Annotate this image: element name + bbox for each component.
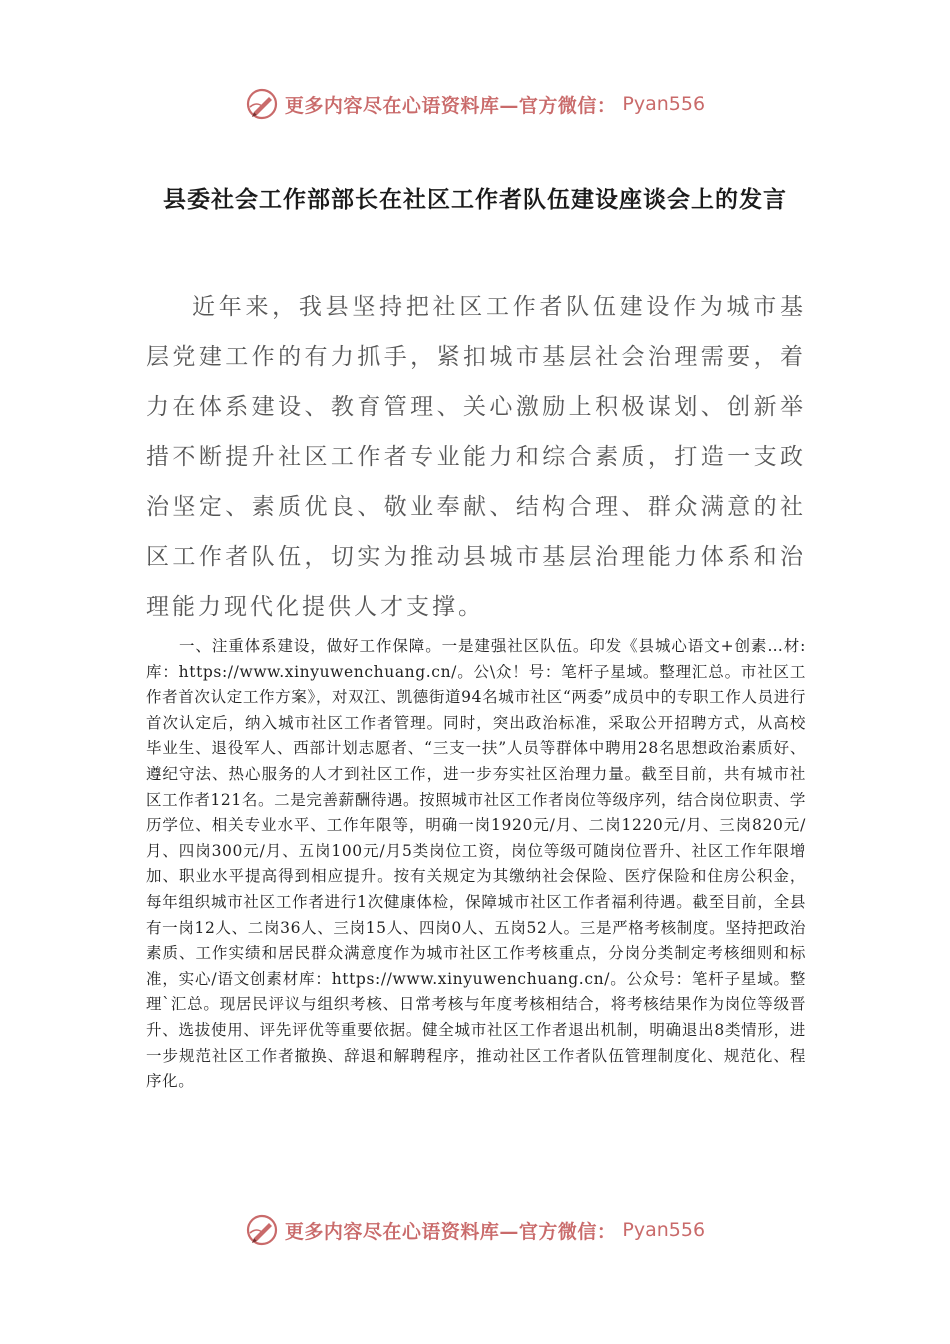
banner-text: 更多内容尽在心语资料库—官方微信：	[284, 1220, 617, 1243]
pen-logo-icon	[245, 1213, 279, 1247]
body-paragraph: 一、注重体系建设，做好工作保障。一是建强社区队伍。印发《县城心语文+创素…材:库：https://www.xinyuwenchuang.cn/。公\众！号：笔杆子星域。整理汇总。市社区工作者首次认定工作方案》，对双江、凯德街道94名城市社区“两委”成员中的专职工作人员进行首次认定后，纳入城市社区工作者管理。同时，突出政治标准，采取公开招聘方式，从高校毕业生、退役军人、西部计划志愿者、“三支一扶”人员等群体中聘用28名思想政治素质好、遵纪守法、热心服务的人才到社区工作，进一步夯实社区治理力量。截至目前，共有城市社区工作者121名。二是完善薪酬待遇。按照城市社区工作者岗位等级序列，结合岗位职责、学历学位、相关专业水平、工作年限等，明确一岗1920元/月、二岗1220元/月、三岗820元/月、四岗300元/月、五岗100元/月5类岗位工资，岗位等级可随岗位晋升、社区工作年限增加、职业水平提高得到相应提升。按有关规定为其缴纳社会保险、医疗保险和住房公积金，每年组织城市社区工作者进行1次健康体检，保障城市社区工作者福利待遇。截至目前，全县有一岗12人、二岗36人、三岗15人、四岗0人、五岗52人。三是严格考核制度。坚持把政治素质、工作实绩和居民群众满意度作为城市社区工作考核重点，分岗分类制定考核细则和标准，实心/语文创素材库：https://www.xinyuwenchuang.cn/。公众号：笔杆子星域。整理`汇总。现居民评议与组织考核、日常考核与年度考核相结合，将考核结果作为岗位等级晋升、选拔使用、评先评优等重要依据。健全城市社区工作者退出机制，明确退出8类情形，进一步规范社区工作者撤换、辞退和解聘程序，推动社区工作者队伍管理制度化、规范化、程序化。	[146, 637, 806, 1091]
banner-text: 更多内容尽在心语资料库—官方微信：	[284, 94, 617, 117]
header-banner	[0, 84, 950, 124]
pen-logo-icon	[245, 87, 279, 121]
lead-paragraph: 近年来，我县坚持把社区工作者队伍建设作为城市基层党建工作的有力抓手，紧扣城市基层社会治理需要，着力在体系建设、教育管理、关心激励上积极谋划、创新举措不断提升社区工作者专业能力和综合素质，打造一支政治坚定、素质优良、敬业奉献、结构合理、群众满意的社区工作者队伍，切实为推动县城市基层治理能力体系和治理能力现代化提供人才支撑。	[146, 294, 806, 620]
document-title: 县委社会工作部部长在社区工作者队伍建设座谈会上的发言	[163, 187, 787, 213]
banner-wechat-id: Pyan556	[622, 1219, 706, 1241]
footer-banner	[0, 1210, 950, 1250]
banner-wechat-id: Pyan556	[622, 93, 706, 115]
